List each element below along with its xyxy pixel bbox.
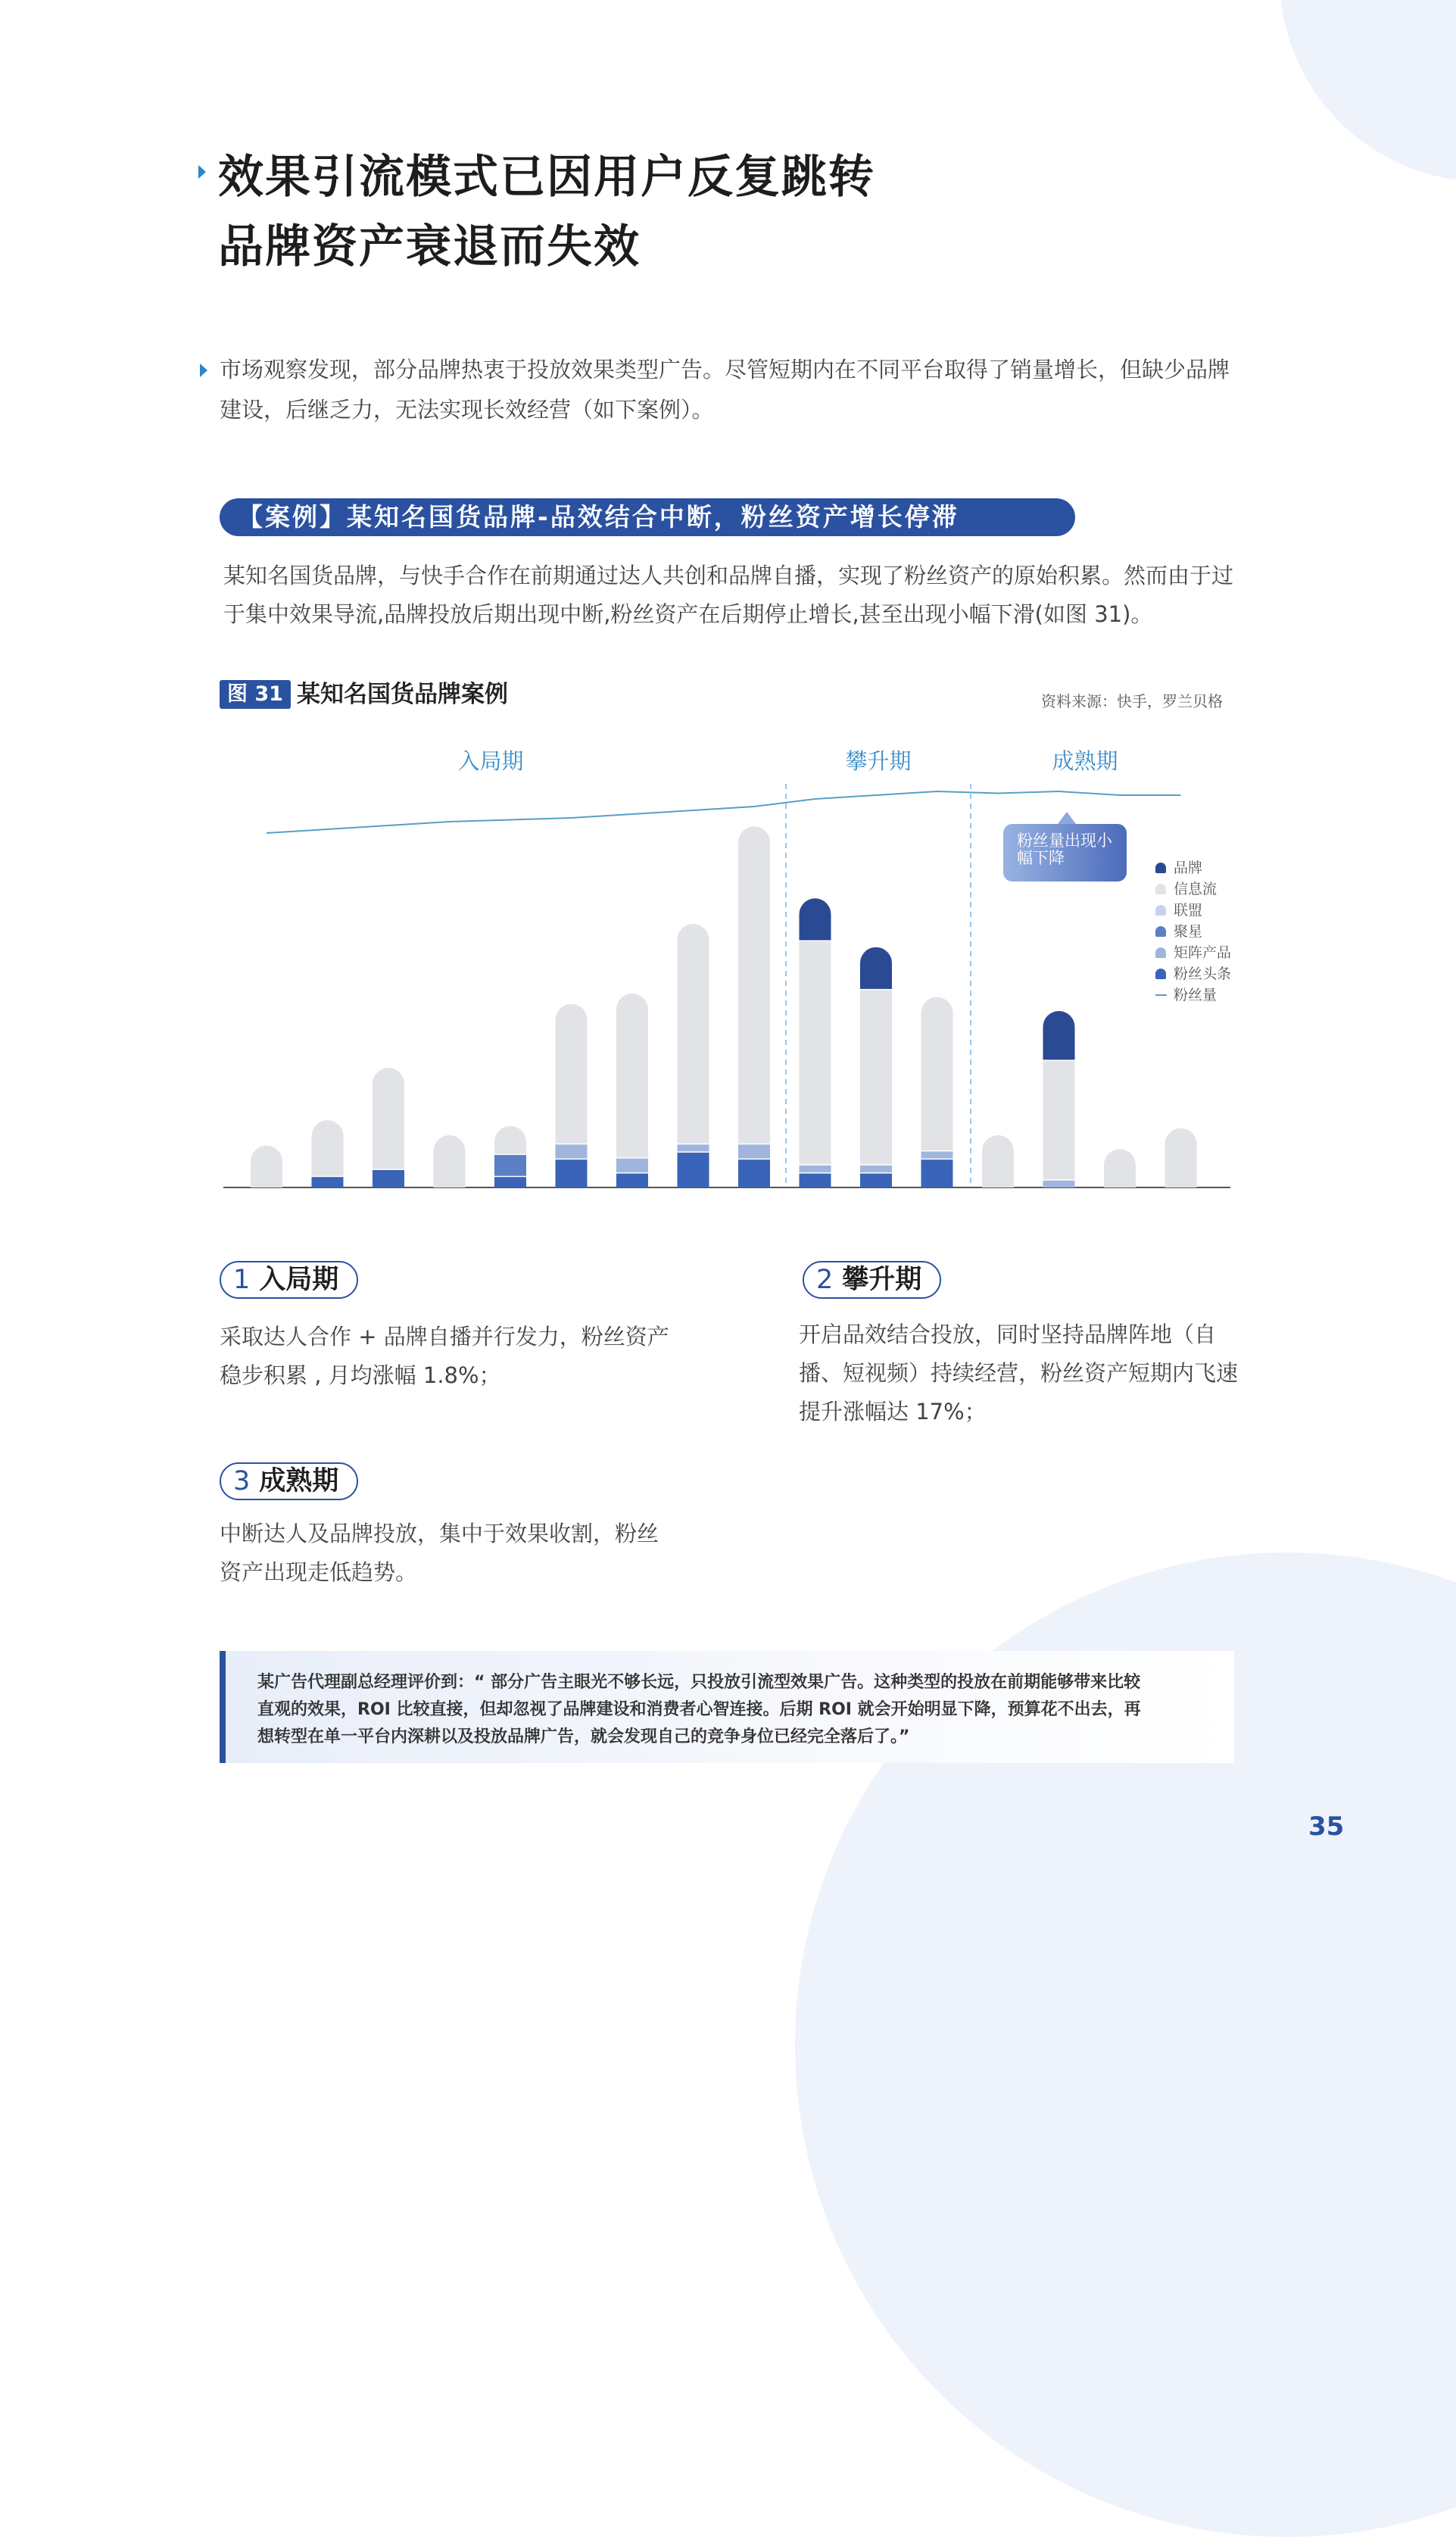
callout-pointer — [1058, 812, 1076, 824]
legend-swatch — [1155, 905, 1166, 916]
case-paragraph: 某知名国货品牌，与快手合作在前期通过达人共创和品牌自播，实现了粉丝资产的原始积累。然而由于过于集中效果导流,品牌投放后期出现中断,粉丝资产在后期停止增长,甚至出现小幅下滑(如图 31)。 — [223, 563, 1234, 627]
bar-segment — [556, 1159, 588, 1187]
bar-segment — [678, 1153, 709, 1187]
bar-segment — [1165, 1128, 1197, 1187]
legend-item — [1155, 900, 1231, 921]
legend-label: 品牌 — [1174, 860, 1203, 876]
legend-label: 矩阵产品 — [1174, 944, 1232, 961]
title-line: 品牌资产衰退而失效 — [218, 220, 641, 273]
bar-chart — [212, 727, 1242, 1204]
phase-badge-1 — [220, 1261, 358, 1299]
bar-segment — [312, 1120, 344, 1176]
bar-segment — [800, 898, 831, 940]
bar-segment — [678, 924, 709, 1144]
bar-segment — [921, 1152, 953, 1159]
desc-line: 中断达人及品牌投放，集中于效果收割，粉丝 — [220, 1521, 659, 1546]
quote-line: 直观的效果，ROI 比较直接，但却忽视了品牌建设和消费者心智连接。后期 ROI 就会开始明显下降，预算花不出去，再 — [257, 1700, 1141, 1719]
phase-label: 攀升期 — [845, 748, 912, 774]
bullet-icon — [200, 364, 207, 377]
bar-segment — [251, 1146, 282, 1187]
bar-segment — [616, 994, 648, 1157]
phase-number: 2 — [816, 1265, 834, 1295]
phase-description-1 — [220, 1318, 669, 1395]
legend-swatch — [1155, 969, 1166, 979]
page-number: 35 — [1308, 1811, 1345, 1842]
bar-segment — [800, 1166, 831, 1172]
phase-label: 入局期 — [259, 1265, 339, 1295]
desc-line: 开启品效结合投放，同时坚持品牌阵地（自 — [799, 1322, 1217, 1347]
chart-callout: 粉丝量出现小幅下降 — [1003, 824, 1127, 882]
bar-segment — [312, 1177, 344, 1187]
bar-segment — [494, 1126, 526, 1154]
bar-segment — [921, 1159, 953, 1187]
bar-segment — [860, 1174, 892, 1187]
bar-segment — [738, 1159, 770, 1187]
bar-segment — [556, 1144, 588, 1158]
bar-segment — [1043, 1061, 1075, 1179]
bar-segment — [616, 1174, 648, 1187]
figure-badge: 图 31 — [220, 680, 291, 709]
legend-item — [1155, 985, 1231, 1006]
phase-description-2 — [799, 1315, 1238, 1431]
bar-segment — [738, 1144, 770, 1158]
bar-segment — [982, 1135, 1014, 1187]
legend-item — [1155, 942, 1231, 963]
phase-number: 1 — [233, 1265, 251, 1295]
bar-segment — [678, 1144, 709, 1151]
page-title — [218, 142, 875, 282]
legend-label: 信息流 — [1174, 881, 1217, 897]
bar-segment — [1043, 1181, 1075, 1187]
legend-swatch — [1155, 863, 1166, 873]
case-heading: 【案例】某知名国货品牌-品效结合中断，粉丝资产增长停滞 — [220, 498, 1075, 536]
quote-line: 某广告代理副总经理评价到：“ 部分广告主眼光不够长远，只投放引流型效果广告。这种类型的投放在前期能够带来比较 — [257, 1673, 1141, 1692]
phase-number: 3 — [233, 1466, 251, 1496]
intro-paragraph: 市场观察发现，部分品牌热衷于投放效果类型广告。尽管短期内在不同平台取得了销量增长，但缺少品牌建设，后继乏力，无法实现长效经营（如下案例）。 — [220, 357, 1230, 423]
bar-segment — [921, 997, 953, 1150]
figure-title: 某知名国货品牌案例 — [297, 681, 508, 708]
bar-segment — [494, 1177, 526, 1187]
legend-swatch — [1155, 994, 1167, 996]
bar-segment — [373, 1170, 404, 1187]
bar-segment — [373, 1068, 404, 1169]
desc-line: 提升涨幅达 17%； — [799, 1399, 987, 1425]
bar-segment — [860, 1166, 892, 1172]
phase-label: 成熟期 — [1052, 748, 1118, 774]
bar-segment — [1043, 1011, 1075, 1059]
bar-segment — [860, 990, 892, 1164]
phase-badge-2 — [803, 1261, 941, 1299]
legend-swatch — [1155, 947, 1166, 958]
legend-item — [1155, 857, 1231, 878]
chart-legend — [1155, 857, 1231, 1006]
legend-label: 联盟 — [1174, 902, 1203, 919]
bar-segment — [616, 1159, 648, 1172]
legend-item — [1155, 963, 1231, 985]
legend-swatch — [1155, 884, 1166, 894]
phase-label: 攀升期 — [842, 1265, 922, 1295]
desc-line: 采取达人合作 + 品牌自播并行发力，粉丝资产 — [220, 1324, 669, 1350]
title-line: 效果引流模式已因用户反复跳转 — [218, 151, 875, 204]
quote-line: 想转型在单一平台内深耕以及投放品牌广告，就会发现自己的竞争身位已经完全落后了。” — [257, 1727, 910, 1746]
figure-source: 资料来源：快手，罗兰贝格 — [1041, 692, 1223, 710]
legend-item — [1155, 921, 1231, 942]
legend-label: 粉丝头条 — [1174, 966, 1232, 982]
legend-label: 聚星 — [1174, 923, 1203, 940]
legend-item — [1155, 878, 1231, 900]
legend-label: 粉丝量 — [1174, 987, 1217, 1003]
bar-segment — [494, 1155, 526, 1176]
quote-box — [220, 1651, 1234, 1763]
bar-segment — [800, 1174, 831, 1187]
legend-swatch — [1155, 926, 1166, 937]
title-marker-icon — [198, 165, 206, 179]
bar-segment — [860, 947, 892, 989]
bar-segment — [1104, 1149, 1136, 1187]
desc-line: 稳步积累 , 月均涨幅 1.8%； — [220, 1362, 501, 1388]
phase-label: 成熟期 — [259, 1466, 339, 1496]
phase-badge-3 — [220, 1462, 358, 1500]
desc-line: 播、短视频）持续经营，粉丝资产短期内飞速 — [799, 1360, 1239, 1386]
desc-line: 资产出现走低趋势。 — [220, 1559, 418, 1585]
phase-label: 入局期 — [457, 748, 524, 774]
corner-decoration — [1280, 0, 1456, 182]
bar-segment — [434, 1135, 466, 1187]
bar-segment — [738, 826, 770, 1144]
bar-segment — [800, 941, 831, 1164]
phase-description-3 — [220, 1515, 659, 1592]
bar-segment — [556, 1004, 588, 1144]
